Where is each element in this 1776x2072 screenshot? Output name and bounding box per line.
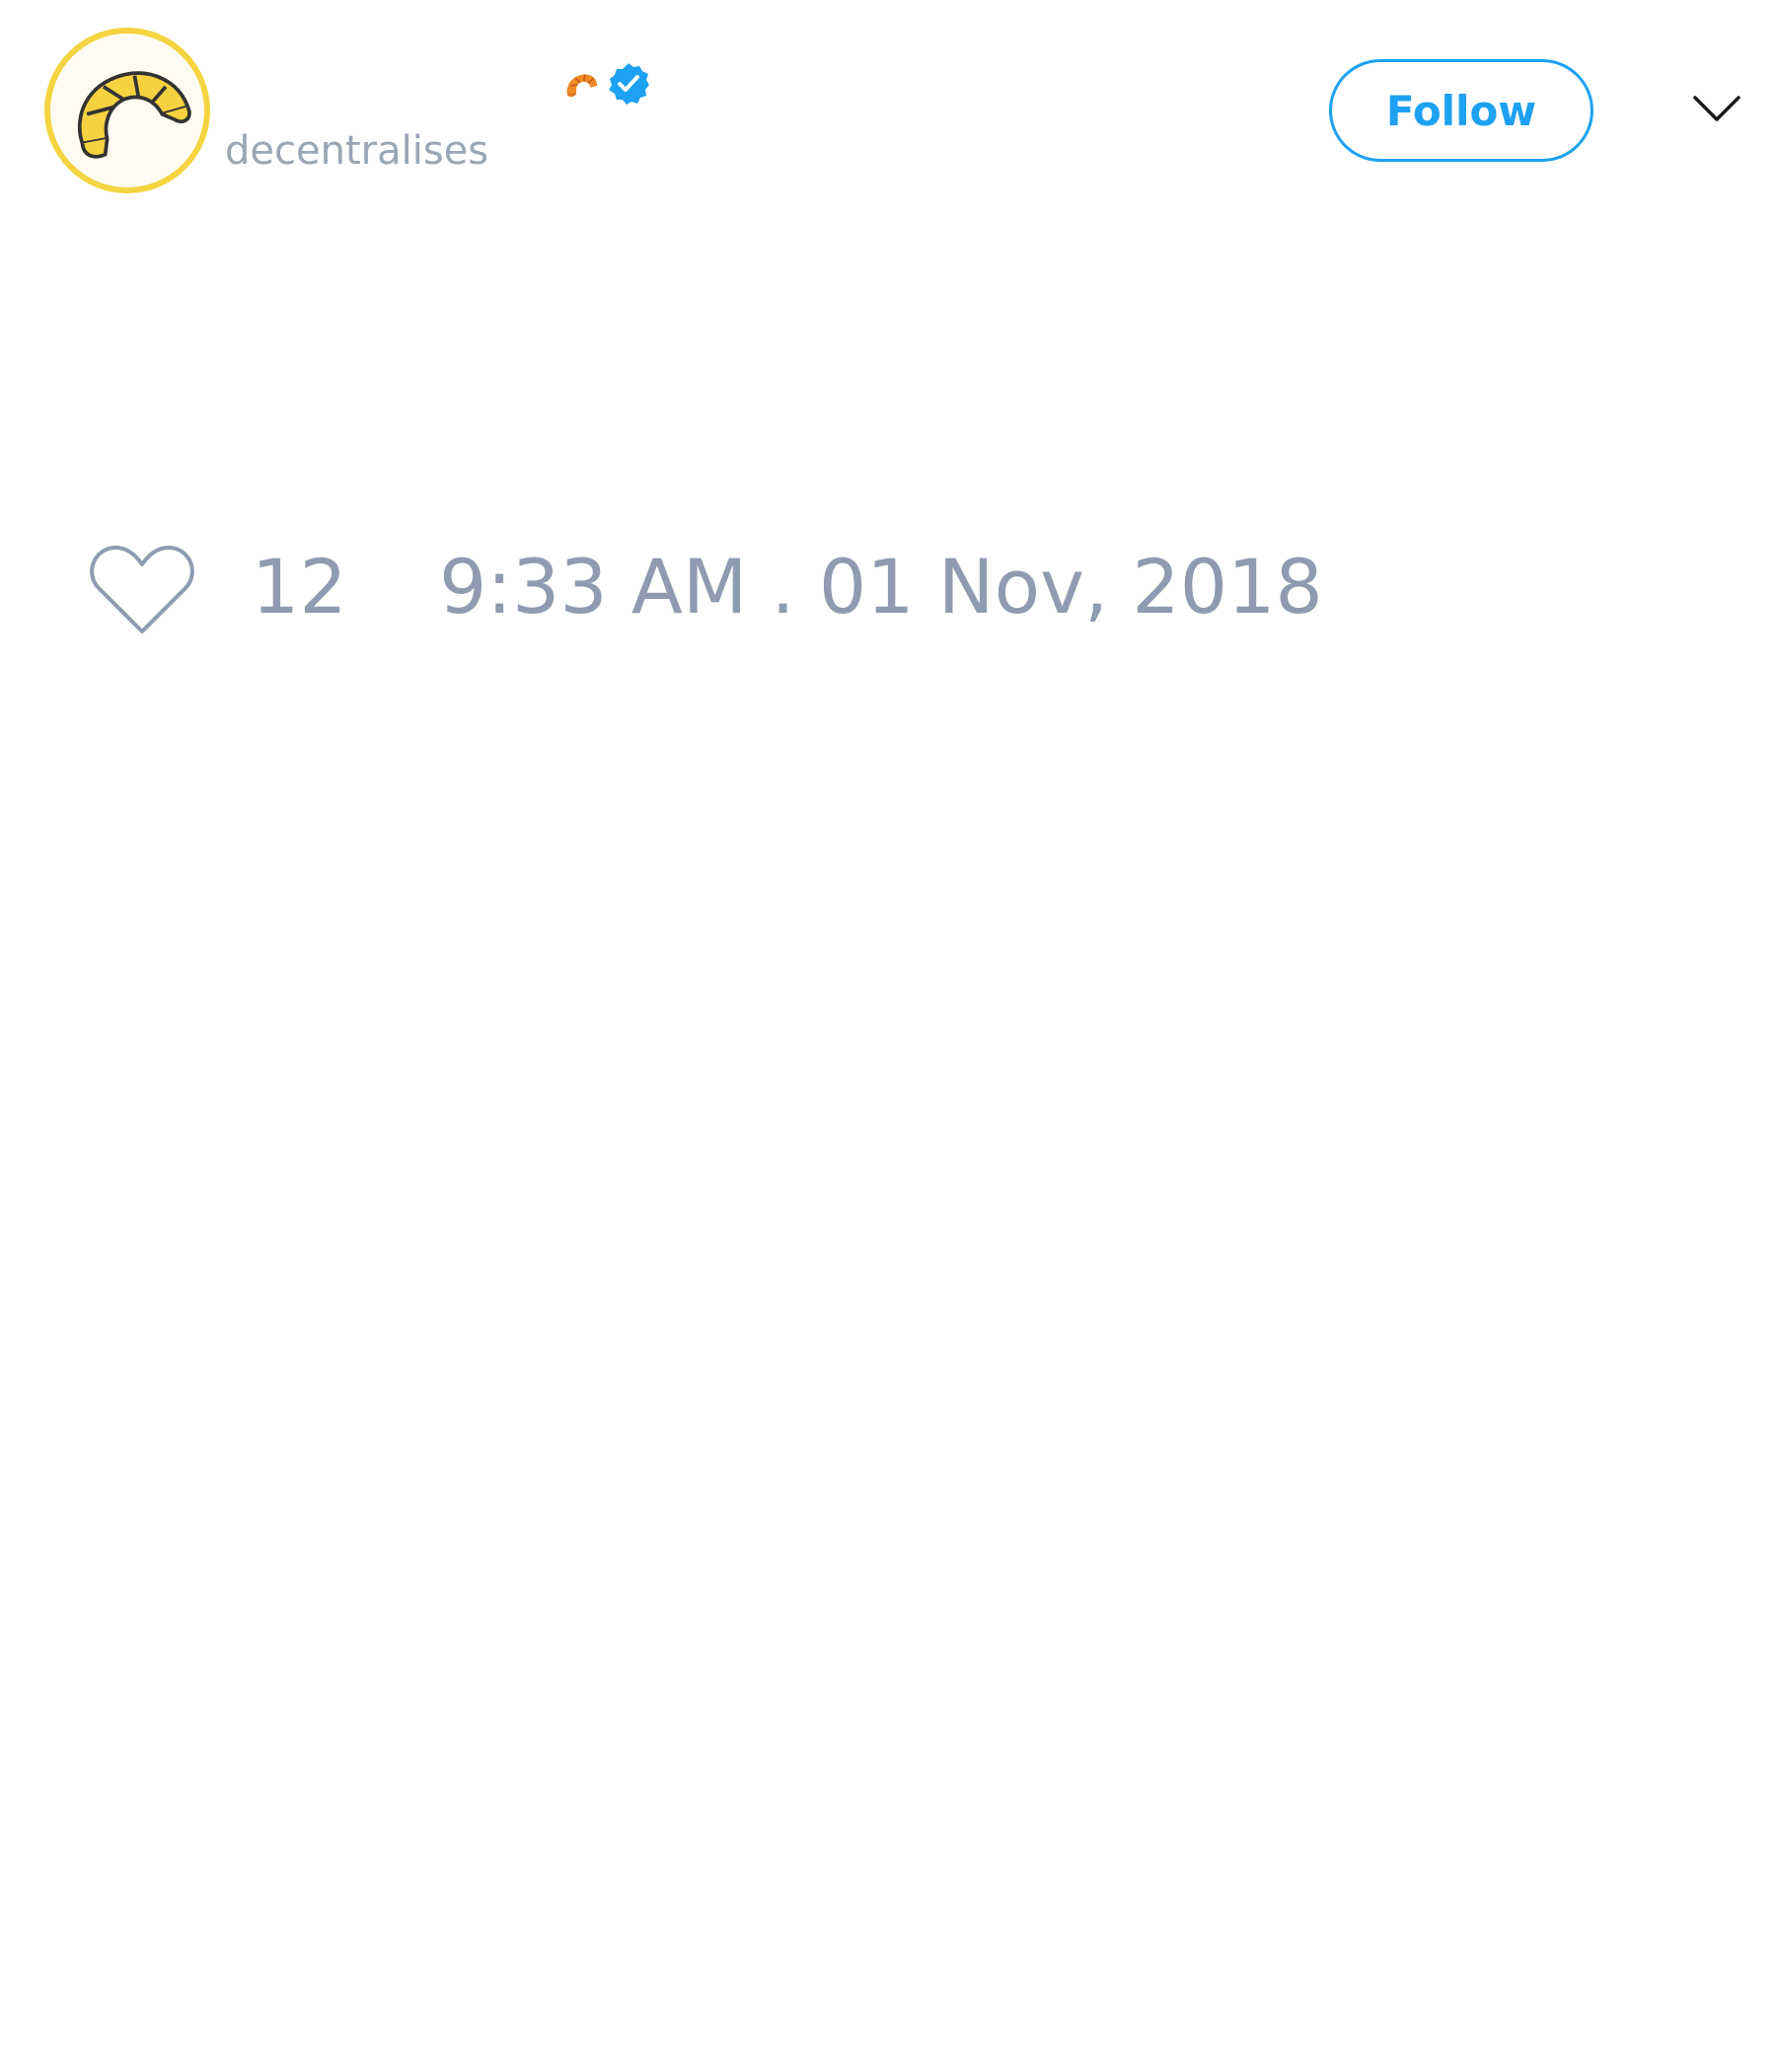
engagement-row (89, 538, 1470, 636)
verified-badge-icon (606, 61, 651, 107)
follow-button[interactable]: Follow (1329, 59, 1593, 162)
timestamp[interactable]: 9:33 AM . 01 Nov, 2018 (439, 543, 1323, 630)
display-name[interactable] (562, 59, 651, 109)
like-count: 12 (252, 543, 347, 630)
croissant-icon (50, 34, 204, 187)
avatar[interactable] (44, 28, 210, 193)
username[interactable]: decentralises (225, 128, 489, 174)
chevron-down-icon[interactable] (1692, 94, 1741, 125)
heart-outline-icon[interactable] (89, 543, 195, 636)
croissant-icon (562, 65, 600, 103)
